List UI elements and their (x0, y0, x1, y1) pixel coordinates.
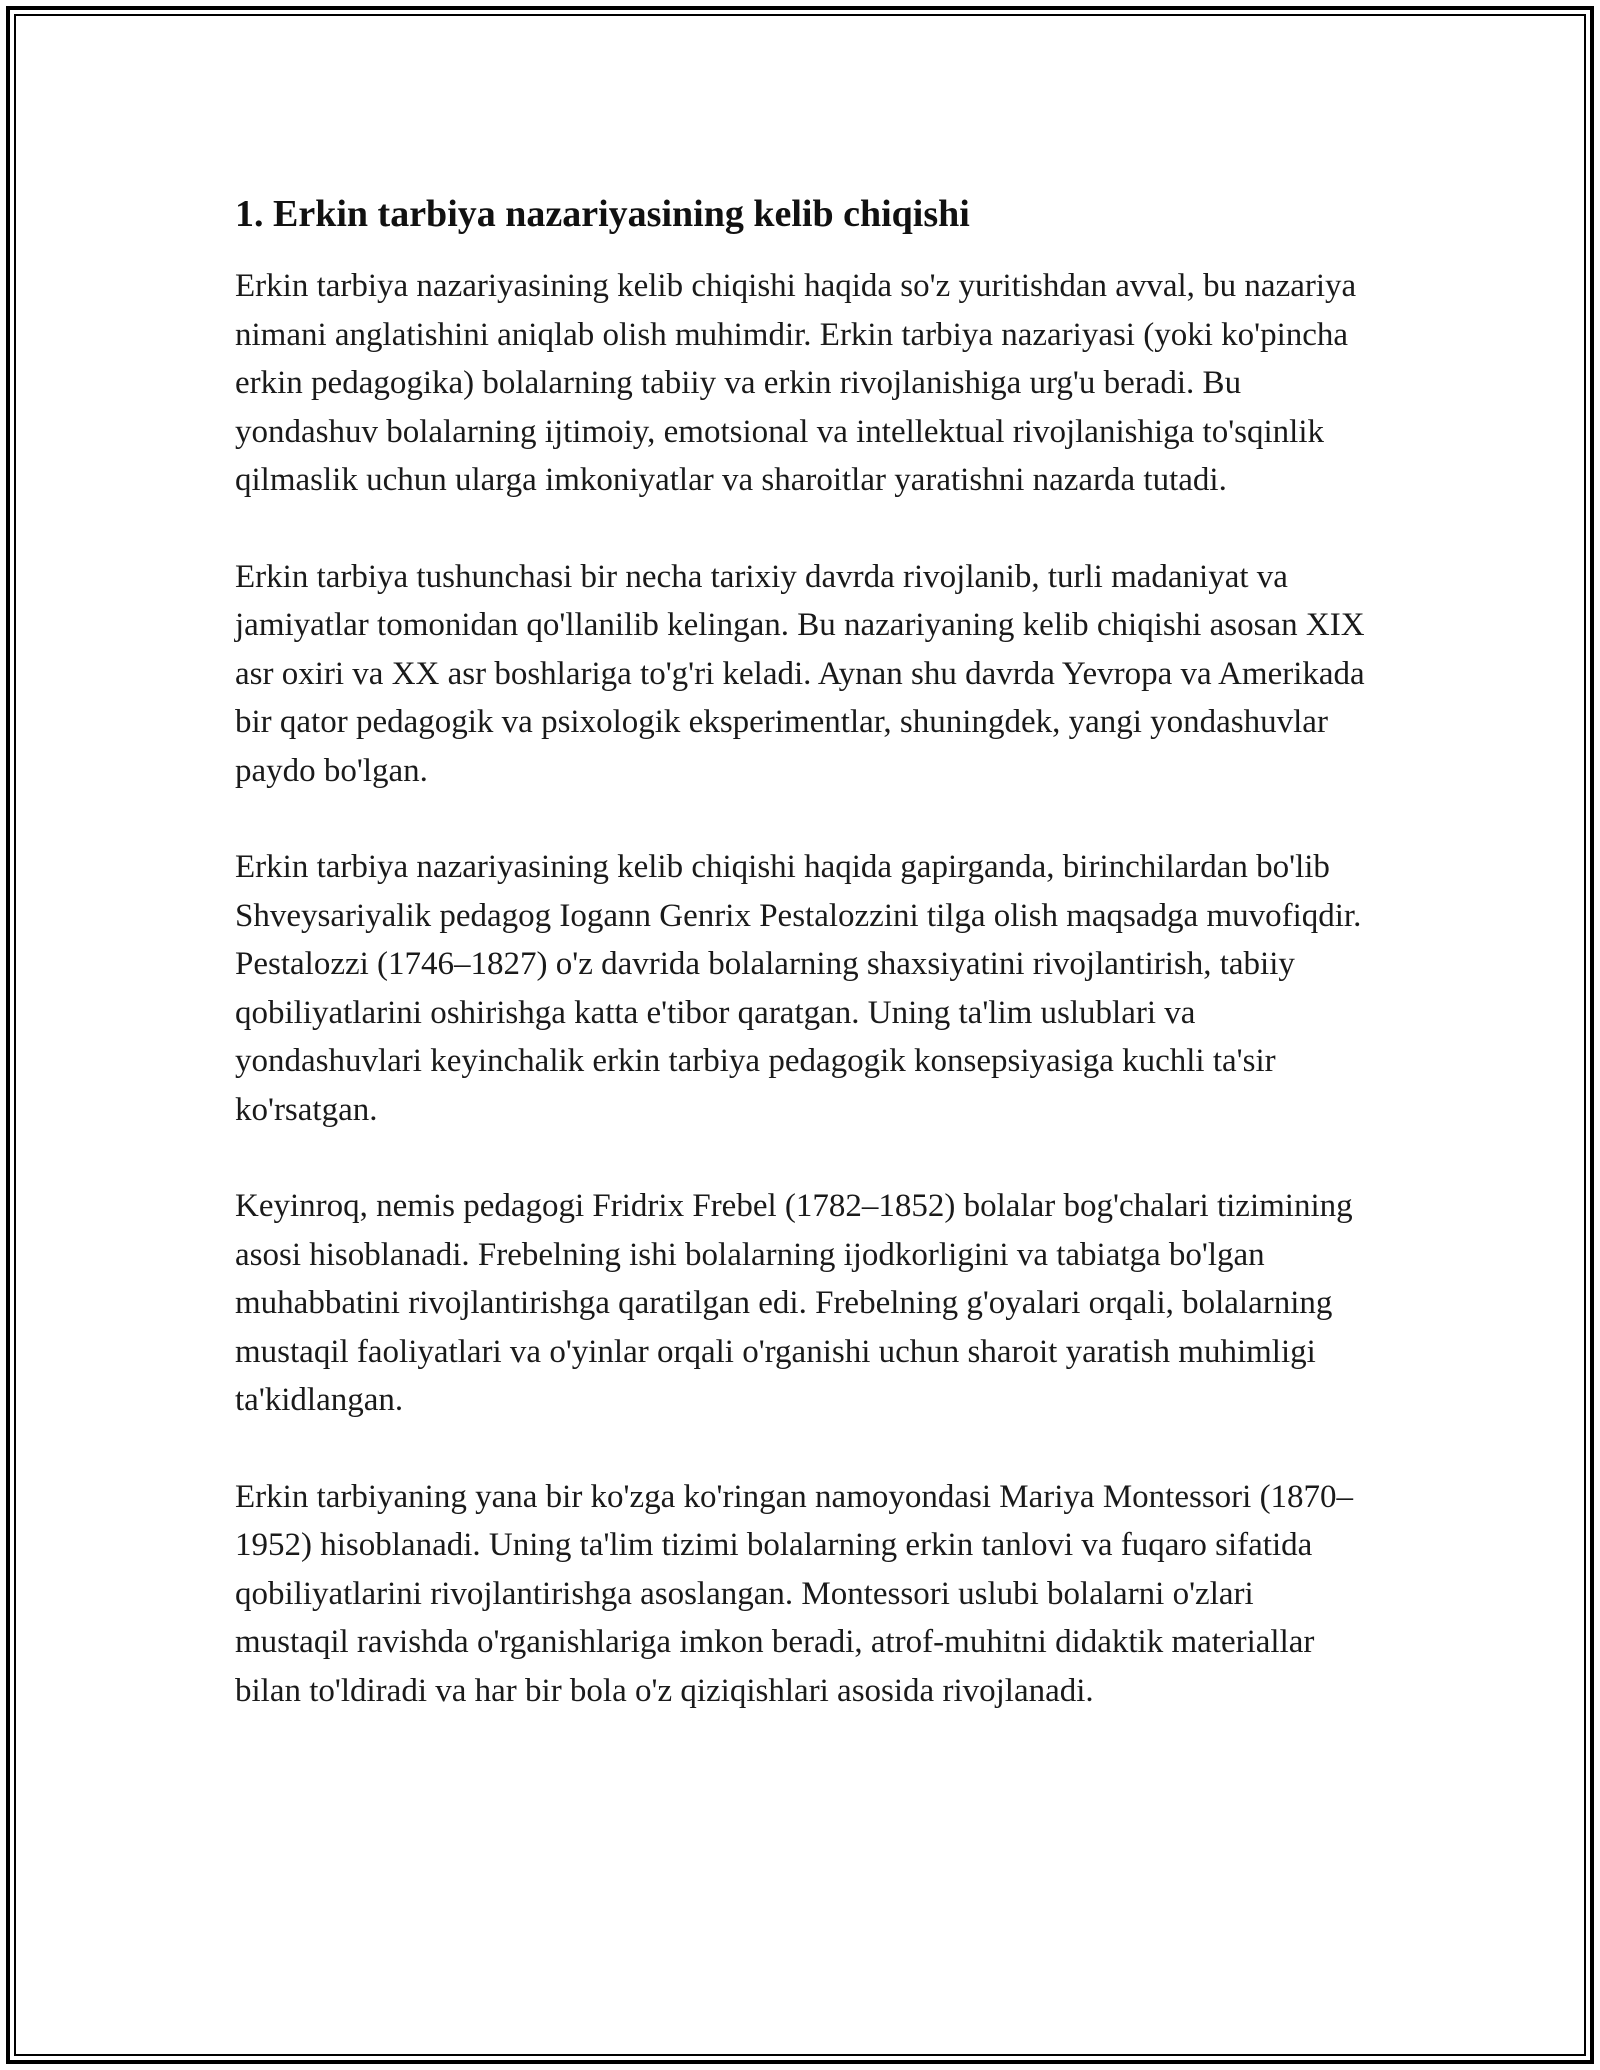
section-heading: 1. Erkin tarbiya nazariyasining kelib chiqishi (235, 193, 970, 235)
paragraph-frebel: Keyinroq, nemis pedagogi Fridrix Frebel (1782–1852) bolalar bog'chalari tizimining asosi hisoblanadi. Frebelning ishi bolalarning ijodkorligini va tabiatga bo'lgan muhabbatini rivojlantirishga qaratilgan edi. Frebelning g'oyalari orqali, bolalarning mustaqil faoliyatlari va o'yinlar orqali o'rganishi uchun sharoit yaratish muhimligi ta'kidlangan. (235, 1188, 1353, 1418)
paragraph-pestalozzi: Erkin tarbiya nazariyasining kelib chiqishi haqida gapirganda, birinchilardan bo'lib Shveysariyalik pedagog Iogann Genrix Pestalozzini tilga olish maqsadga muvofiqdir. Pestalozzi (1746–1827) o'z davrida bolalarning shaxsiyatini rivojlantirish, tabiiy qobiliyatlarini oshirishga katta e'tibor qaratgan. Uning ta'lim uslublari va yondashuvlari keyinchalik erkin tarbiya pedagogik konsepsiyasiga kuchli ta'sir ko'rsatgan. (235, 849, 1362, 1128)
paragraph-definition: Erkin tarbiya nazariyasining kelib chiqishi haqida so'z yuritishdan avval, bu nazariya nimani anglatishini aniqlab olish muhimdir. Erkin tarbiya nazariyasi (yoki ko'pincha erkin pedagogika) bolalarning tabiiy va erkin rivojlanishiga urg'u beradi. Bu yondashuv bolalarning ijtimoiy, emotsional va intellektual rivojlanishiga to'sqinlik qilmaslik uchun ularga imkoniyatlar va sharoitlar yaratishni nazarda tutadi. (235, 268, 1357, 498)
paragraph-history: Erkin tarbiya tushunchasi bir necha tarixiy davrda rivojlanib, turli madaniyat va jamiyatlar tomonidan qo'llanilib kelingan. Bu nazariyaning kelib chiqishi asosan XIX asr oxiri va XX asr boshlariga to'g'ri keladi. Aynan shu davrda Yevropa va Amerikada bir qator pedagogik va psixologik eksperimentlar, shuningdek, yangi yondashuvlar paydo bo'lgan. (235, 558, 1365, 789)
document-body (235, 186, 1375, 1763)
paragraph-montessori: Erkin tarbiyaning yana bir ko'zga ko'ringan namoyondasi Mariya Montessori (1870–1952) hisoblanadi. Uning ta'lim tizimi bolalarning erkin tanlovi va fuqaro sifatida qobiliyatlarini rivojlantirishga asoslangan. Montessori uslubi bolalarni o'zlari mustaqil ravishda o'rganishlariga imkon beradi, atrof-muhitni didaktik materiallar bilan to'ldiradi va har bir bola o'z qiziqishlari asosida rivojlanadi. (235, 1478, 1354, 1709)
